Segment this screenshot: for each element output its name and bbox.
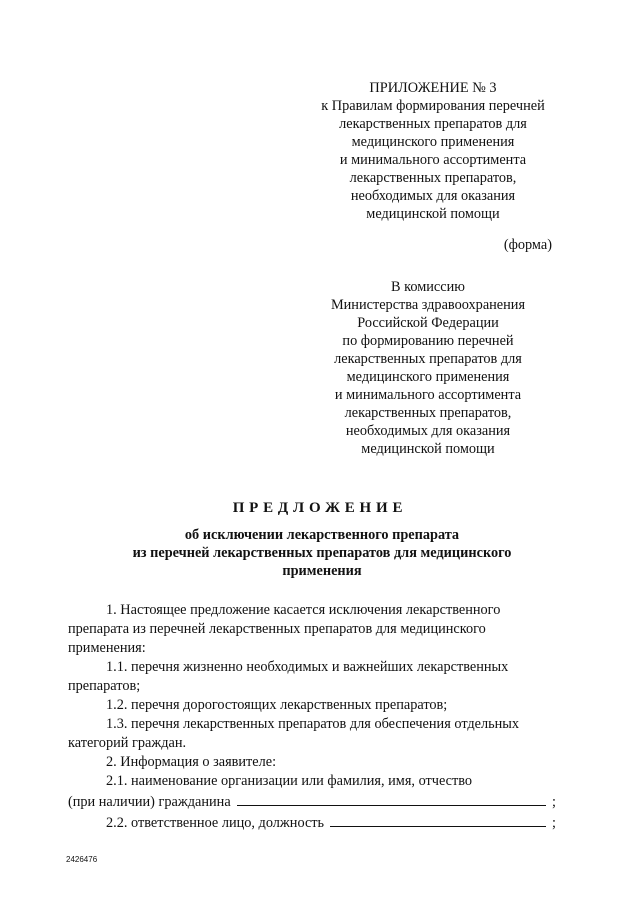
item-1-3-line: 1.3. перечня лекарственных препаратов для обеспечения отдельных — [106, 716, 520, 732]
document-title: ПРЕДЛОЖЕНИЕ — [232, 500, 408, 516]
item-2-1-line: 2.1. наименование организации или фамилия, имя, отчество — [106, 773, 473, 789]
document-body — [68, 601, 556, 833]
addressee-block — [278, 278, 578, 458]
item-2-1-label: (при наличии) гражданина — [68, 794, 231, 810]
addressee-line: В комиссию — [391, 279, 465, 295]
item-2-2-label: 2.2. ответственное лицо, должность — [106, 815, 325, 831]
item-1-1-line: препаратов; — [68, 678, 141, 694]
item-1-1-line: 1.1. перечня жизненно необходимых и важнейших лекарственных — [106, 659, 509, 675]
appendix-line: медицинского применения — [351, 134, 515, 150]
item-1-3-line: категорий граждан. — [68, 735, 187, 751]
appendix-line: лекарственных препаратов для — [339, 116, 527, 132]
responsible-person-blank[interactable] — [330, 812, 546, 827]
form-label: (форма) — [503, 237, 552, 253]
subtitle-line: из перечней лекарственных препаратов для медицинского — [132, 545, 512, 561]
addressee-line: и минимального ассортимента — [334, 387, 522, 403]
item-2-1-end: ; — [552, 794, 556, 810]
paragraph-1-line: препарата из перечней лекарственных препаратов для медицинского — [68, 621, 486, 637]
addressee-line: лекарственных препаратов, — [344, 405, 512, 421]
applicant-name-blank[interactable] — [237, 791, 546, 806]
addressee-line: Российской Федерации — [357, 315, 499, 331]
item-2-1-fill-row — [68, 791, 556, 812]
item-2-2-fill-row — [68, 812, 556, 833]
paragraph-1-line: применения: — [68, 640, 146, 656]
addressee-line: необходимых для оказания — [345, 423, 511, 439]
addressee-line: по формированию перечней — [342, 333, 514, 349]
appendix-line: к Правилам формирования перечней — [321, 98, 545, 114]
addressee-line: Министерства здравоохранения — [330, 297, 526, 313]
subtitle-line: об исключении лекарственного препарата — [184, 527, 460, 543]
subtitle-line: применения — [282, 563, 362, 579]
appendix-line: медицинской помощи — [366, 206, 500, 222]
appendix-line: необходимых для оказания — [350, 188, 516, 204]
document-code: 2426476 — [66, 855, 98, 864]
paragraph-1-line: 1. Настоящее предложение касается исключения лекарственного — [106, 602, 501, 618]
addressee-line: лекарственных препаратов для — [334, 351, 522, 367]
addressee-line: медицинского применения — [346, 369, 510, 385]
appendix-line: ПРИЛОЖЕНИЕ № 3 — [369, 80, 497, 96]
addressee-line: медицинской помощи — [361, 441, 495, 457]
document-subtitle — [80, 526, 564, 580]
item-2-2-end: ; — [552, 815, 556, 831]
paragraph-2: 2. Информация о заявителе: — [106, 754, 277, 770]
item-1-2: 1.2. перечня дорогостоящих лекарственных препаратов; — [106, 697, 448, 713]
appendix-line: и минимального ассортимента — [339, 152, 527, 168]
appendix-header — [268, 79, 598, 223]
appendix-line: лекарственных препаратов, — [349, 170, 517, 186]
